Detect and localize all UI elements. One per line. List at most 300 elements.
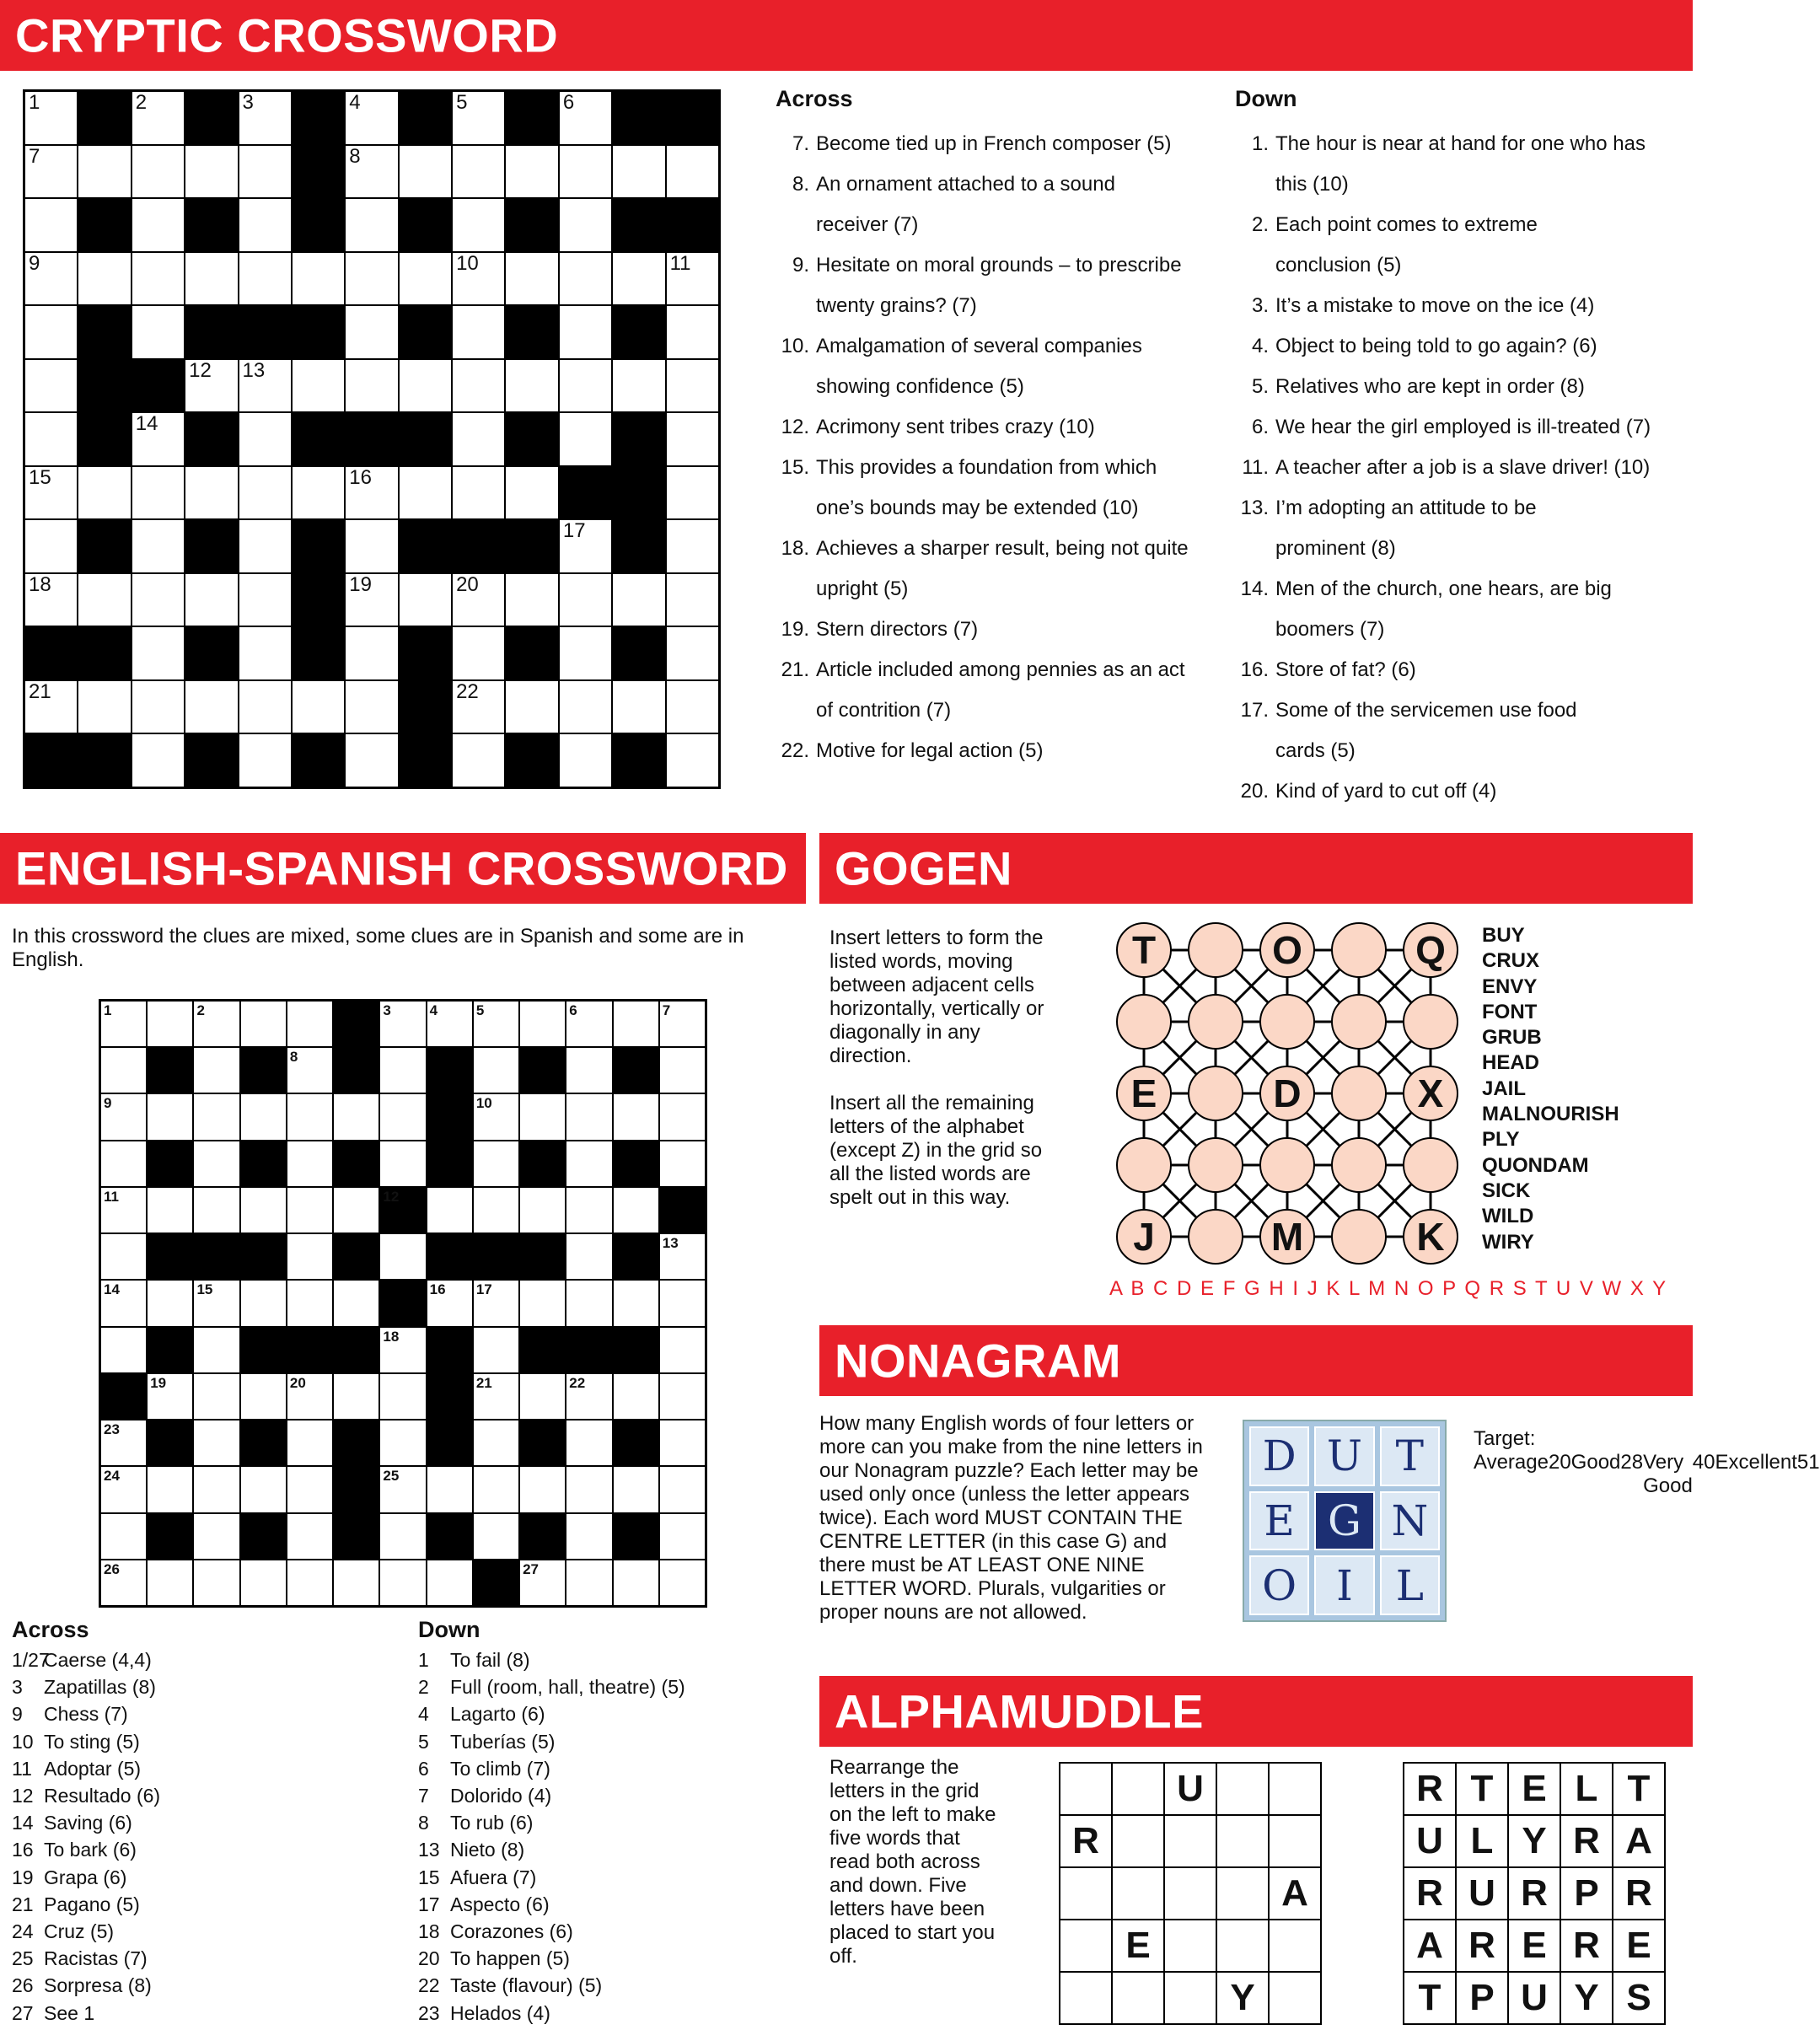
es-white-cell[interactable] — [147, 1280, 193, 1326]
gogen-empty-cell[interactable] — [1331, 994, 1387, 1050]
es-white-cell[interactable] — [473, 1093, 519, 1140]
cryptic-black-cell — [292, 733, 345, 787]
alphamuddle-answer-cell[interactable] — [1270, 1973, 1320, 2023]
cryptic-white-cell[interactable] — [452, 359, 505, 413]
cryptic-white-cell[interactable] — [505, 573, 558, 627]
es-white-cell[interactable] — [659, 1233, 706, 1280]
es-white-cell[interactable] — [193, 1513, 239, 1560]
gogen-empty-cell[interactable] — [1331, 922, 1387, 978]
clue-text: Pagano (5) — [44, 1893, 140, 1915]
es-white-cell[interactable] — [287, 1141, 333, 1187]
cryptic-white-cell[interactable] — [666, 733, 719, 787]
es-white-cell[interactable] — [519, 1560, 566, 1606]
gogen-letter-cell[interactable]: T — [1116, 922, 1172, 978]
es-white-cell[interactable] — [473, 1373, 519, 1420]
cryptic-white-cell[interactable] — [666, 466, 719, 520]
es-white-cell[interactable] — [659, 1093, 706, 1140]
clue-row — [1235, 124, 1690, 164]
es-white-cell[interactable] — [147, 1466, 193, 1512]
cryptic-white-cell[interactable] — [559, 733, 612, 787]
cryptic-white-cell[interactable] — [239, 680, 292, 734]
cryptic-black-cell — [399, 91, 452, 145]
cryptic-white-cell[interactable] — [239, 519, 292, 573]
es-white-cell[interactable] — [659, 1560, 706, 1606]
clue-row — [418, 1646, 806, 1673]
es-white-cell[interactable] — [100, 1327, 147, 1373]
es-white-cell[interactable] — [333, 1187, 379, 1233]
cryptic-white-cell[interactable] — [132, 733, 185, 787]
alphamuddle-answer-cell[interactable] — [1217, 1816, 1268, 1866]
cryptic-white-cell[interactable] — [612, 252, 665, 306]
gogen-empty-cell[interactable] — [1188, 994, 1243, 1050]
es-white-cell[interactable] — [147, 1001, 193, 1047]
es-white-cell[interactable] — [193, 1141, 239, 1187]
cryptic-white-cell[interactable] — [399, 252, 452, 306]
es-white-cell[interactable] — [566, 1141, 612, 1187]
es-white-cell[interactable] — [379, 1513, 426, 1560]
cryptic-white-cell[interactable] — [559, 359, 612, 413]
cryptic-black-cell — [185, 198, 238, 252]
es-white-cell[interactable] — [566, 1093, 612, 1140]
cryptic-white-cell[interactable] — [239, 466, 292, 520]
es-white-cell[interactable] — [473, 1141, 519, 1187]
es-white-cell[interactable] — [473, 1001, 519, 1047]
cryptic-white-cell[interactable] — [559, 252, 612, 306]
cryptic-white-cell[interactable] — [292, 680, 345, 734]
cryptic-white-cell[interactable] — [292, 359, 345, 413]
es-white-cell[interactable] — [240, 1001, 287, 1047]
cryptic-white-cell[interactable] — [505, 466, 558, 520]
es-white-cell[interactable] — [659, 1466, 706, 1512]
es-white-cell[interactable] — [427, 1560, 473, 1606]
cryptic-white-cell[interactable] — [78, 145, 131, 199]
es-white-cell[interactable] — [100, 1047, 147, 1093]
es-white-cell[interactable] — [193, 1093, 239, 1140]
alphamuddle-answer-cell[interactable] — [1270, 1764, 1320, 1814]
es-white-cell[interactable] — [333, 1560, 379, 1606]
es-white-cell[interactable] — [427, 1187, 473, 1233]
es-white-cell[interactable] — [519, 1373, 566, 1420]
gogen-empty-cell[interactable] — [1188, 1137, 1243, 1193]
cryptic-white-cell[interactable] — [452, 466, 505, 520]
es-white-cell[interactable] — [193, 1327, 239, 1373]
cryptic-white-cell[interactable] — [399, 359, 452, 413]
alphamuddle-answer-cell[interactable] — [1217, 1868, 1268, 1919]
cryptic-white-cell[interactable] — [24, 198, 78, 252]
es-white-cell[interactable] — [240, 1093, 287, 1140]
es-white-cell[interactable] — [566, 1001, 612, 1047]
alphamuddle-answer-cell[interactable]: R — [1060, 1816, 1111, 1866]
clue-number: 11 — [12, 1757, 32, 1780]
es-white-cell[interactable] — [100, 1233, 147, 1280]
cryptic-white-cell[interactable] — [345, 305, 398, 359]
es-white-cell[interactable] — [659, 1141, 706, 1187]
es-white-cell[interactable] — [147, 1560, 193, 1606]
es-white-cell[interactable] — [287, 1001, 333, 1047]
es-clue-number: 17 — [475, 1281, 492, 1298]
alphamuddle-answer-cell[interactable] — [1165, 1816, 1216, 1866]
cryptic-white-cell[interactable] — [612, 573, 665, 627]
es-white-cell[interactable] — [287, 1187, 333, 1233]
es-white-cell[interactable] — [240, 1280, 287, 1326]
cryptic-white-cell[interactable] — [559, 519, 612, 573]
alphamuddle-answer-cell[interactable] — [1060, 1920, 1111, 1971]
gogen-empty-cell[interactable] — [1188, 922, 1243, 978]
gogen-empty-cell[interactable] — [1116, 1137, 1172, 1193]
es-white-cell[interactable] — [659, 1327, 706, 1373]
gogen-letter-cell[interactable]: D — [1259, 1066, 1315, 1121]
cryptic-white-cell[interactable] — [452, 626, 505, 680]
cryptic-white-cell[interactable] — [78, 573, 131, 627]
cryptic-white-cell[interactable] — [666, 626, 719, 680]
cryptic-white-cell[interactable] — [24, 466, 78, 520]
es-white-cell[interactable] — [473, 1280, 519, 1326]
es-white-cell[interactable] — [193, 1466, 239, 1512]
cryptic-white-cell[interactable] — [185, 359, 238, 413]
alphamuddle-answer-cell[interactable]: E — [1113, 1920, 1163, 1971]
cryptic-white-cell[interactable] — [345, 466, 398, 520]
cryptic-white-cell[interactable] — [185, 680, 238, 734]
gogen-letter-cell[interactable]: X — [1403, 1066, 1458, 1121]
es-white-cell[interactable] — [287, 1280, 333, 1326]
cryptic-white-cell[interactable] — [559, 91, 612, 145]
es-white-cell[interactable] — [379, 1420, 426, 1466]
cryptic-white-cell[interactable] — [345, 573, 398, 627]
gogen-empty-cell[interactable] — [1116, 994, 1172, 1050]
cryptic-white-cell[interactable] — [399, 466, 452, 520]
es-white-cell[interactable] — [427, 1466, 473, 1512]
cryptic-white-cell[interactable] — [132, 519, 185, 573]
es-white-cell[interactable] — [427, 1001, 473, 1047]
es-clue-number: 10 — [475, 1095, 492, 1112]
cryptic-white-cell[interactable] — [132, 252, 185, 306]
es-white-cell[interactable] — [240, 1373, 287, 1420]
es-white-cell[interactable] — [659, 1420, 706, 1466]
cryptic-white-cell[interactable] — [24, 252, 78, 306]
es-white-cell[interactable] — [379, 1373, 426, 1420]
gogen-letter-cell[interactable]: Q — [1403, 922, 1458, 978]
es-white-cell[interactable] — [100, 1141, 147, 1187]
alphamuddle-answer-cell[interactable]: U — [1165, 1764, 1216, 1814]
alphamuddle-answer-cell[interactable] — [1270, 1920, 1320, 1971]
es-white-cell[interactable] — [379, 1466, 426, 1512]
cryptic-white-cell[interactable] — [452, 198, 505, 252]
cryptic-white-cell[interactable] — [24, 573, 78, 627]
es-white-cell[interactable] — [379, 1560, 426, 1606]
clue-number: 17 — [418, 1893, 440, 1915]
cryptic-white-cell[interactable] — [78, 680, 131, 734]
cryptic-white-cell[interactable] — [78, 252, 131, 306]
alphamuddle-answer-cell[interactable] — [1217, 1920, 1268, 1971]
cryptic-white-cell[interactable] — [132, 305, 185, 359]
alphamuddle-answer-cell[interactable] — [1165, 1920, 1216, 1971]
cryptic-white-cell[interactable] — [452, 145, 505, 199]
es-white-cell[interactable] — [613, 1187, 659, 1233]
es-white-cell[interactable] — [659, 1513, 706, 1560]
es-white-cell[interactable] — [333, 1093, 379, 1140]
es-white-cell[interactable] — [473, 1420, 519, 1466]
es-white-cell[interactable] — [566, 1047, 612, 1093]
es-white-cell[interactable] — [193, 1047, 239, 1093]
cryptic-white-cell[interactable] — [24, 680, 78, 734]
cryptic-white-cell[interactable] — [185, 145, 238, 199]
cryptic-white-cell[interactable] — [239, 626, 292, 680]
cryptic-white-cell[interactable] — [559, 198, 612, 252]
es-white-cell[interactable] — [287, 1093, 333, 1140]
gogen-letter-cell[interactable]: K — [1403, 1209, 1458, 1265]
es-white-cell[interactable] — [287, 1420, 333, 1466]
es-white-cell[interactable] — [613, 1093, 659, 1140]
es-white-cell[interactable] — [519, 1466, 566, 1512]
es-white-cell[interactable] — [613, 1373, 659, 1420]
es-white-cell[interactable] — [287, 1513, 333, 1560]
es-white-cell[interactable] — [287, 1373, 333, 1420]
gogen-empty-cell[interactable] — [1331, 1066, 1387, 1121]
cryptic-white-cell[interactable] — [666, 573, 719, 627]
es-white-cell[interactable] — [240, 1187, 287, 1233]
cryptic-white-cell[interactable] — [24, 305, 78, 359]
gogen-word: WILD — [1482, 1205, 1534, 1228]
cryptic-white-cell[interactable] — [505, 252, 558, 306]
es-white-cell[interactable] — [473, 1466, 519, 1512]
clue-number — [776, 690, 809, 731]
gogen-empty-cell[interactable] — [1259, 1137, 1315, 1193]
gogen-empty-cell[interactable] — [1403, 1137, 1458, 1193]
cryptic-white-cell[interactable] — [132, 626, 185, 680]
es-white-cell[interactable] — [519, 1187, 566, 1233]
es-white-cell[interactable] — [427, 1280, 473, 1326]
cryptic-white-cell[interactable] — [399, 573, 452, 627]
cryptic-white-cell[interactable] — [239, 359, 292, 413]
es-white-cell[interactable] — [147, 1373, 193, 1420]
cryptic-white-cell[interactable] — [345, 519, 398, 573]
es-white-cell[interactable] — [287, 1233, 333, 1280]
clue-row — [1235, 650, 1690, 690]
cryptic-white-cell[interactable] — [239, 145, 292, 199]
es-white-cell[interactable] — [566, 1513, 612, 1560]
es-white-cell[interactable] — [659, 1373, 706, 1420]
es-white-cell[interactable] — [193, 1280, 239, 1326]
cryptic-white-cell[interactable] — [78, 466, 131, 520]
cryptic-white-cell[interactable] — [345, 198, 398, 252]
cryptic-white-cell[interactable] — [24, 91, 78, 145]
es-white-cell[interactable] — [100, 1280, 147, 1326]
gogen-letter-cell[interactable]: M — [1259, 1209, 1315, 1265]
cryptic-white-cell[interactable] — [185, 252, 238, 306]
gogen-empty-cell[interactable] — [1188, 1066, 1243, 1121]
es-white-cell[interactable] — [566, 1233, 612, 1280]
gogen-letter-cell[interactable]: O — [1259, 922, 1315, 978]
cryptic-white-cell[interactable] — [24, 359, 78, 413]
cryptic-white-cell[interactable] — [612, 145, 665, 199]
cryptic-white-cell[interactable] — [24, 145, 78, 199]
cryptic-white-cell[interactable] — [452, 412, 505, 466]
cryptic-white-cell[interactable] — [559, 305, 612, 359]
alphamuddle-answer-cell[interactable]: A — [1270, 1868, 1320, 1919]
cryptic-white-cell[interactable] — [559, 680, 612, 734]
es-white-cell[interactable] — [519, 1001, 566, 1047]
es-white-cell[interactable] — [519, 1280, 566, 1326]
es-white-cell[interactable] — [613, 1001, 659, 1047]
cryptic-white-cell[interactable] — [132, 145, 185, 199]
alphamuddle-answer-cell[interactable] — [1113, 1764, 1163, 1814]
es-white-cell[interactable] — [333, 1280, 379, 1326]
es-white-cell[interactable] — [659, 1280, 706, 1326]
es-white-cell[interactable] — [566, 1373, 612, 1420]
cryptic-white-cell[interactable] — [505, 145, 558, 199]
cryptic-white-cell[interactable] — [452, 305, 505, 359]
gogen-empty-cell[interactable] — [1331, 1137, 1387, 1193]
cryptic-white-cell[interactable] — [24, 412, 78, 466]
es-white-cell[interactable] — [613, 1466, 659, 1512]
es-white-cell[interactable] — [287, 1560, 333, 1606]
es-white-cell[interactable] — [379, 1233, 426, 1280]
es-white-cell[interactable] — [566, 1280, 612, 1326]
es-white-cell[interactable] — [240, 1560, 287, 1606]
gogen-letter-cell[interactable]: E — [1116, 1066, 1172, 1121]
cryptic-white-cell[interactable] — [239, 252, 292, 306]
cryptic-white-cell[interactable] — [505, 680, 558, 734]
es-white-cell[interactable] — [473, 1047, 519, 1093]
alphamuddle-answer-cell[interactable] — [1217, 1764, 1268, 1814]
es-white-cell[interactable] — [566, 1187, 612, 1233]
cryptic-white-cell[interactable] — [239, 733, 292, 787]
cryptic-white-cell[interactable] — [452, 680, 505, 734]
alphamuddle-answer-cell[interactable] — [1113, 1973, 1163, 2023]
es-white-cell[interactable] — [613, 1280, 659, 1326]
cryptic-white-cell[interactable] — [345, 145, 398, 199]
cryptic-white-cell[interactable] — [666, 359, 719, 413]
es-white-cell[interactable] — [519, 1093, 566, 1140]
cryptic-white-cell[interactable] — [132, 466, 185, 520]
cryptic-white-cell[interactable] — [239, 573, 292, 627]
cryptic-white-cell[interactable] — [345, 252, 398, 306]
es-white-cell[interactable] — [100, 1513, 147, 1560]
cryptic-white-cell[interactable] — [345, 626, 398, 680]
cryptic-white-cell[interactable] — [292, 252, 345, 306]
cryptic-white-cell[interactable] — [452, 252, 505, 306]
cryptic-white-cell[interactable] — [559, 626, 612, 680]
es-white-cell[interactable] — [100, 1093, 147, 1140]
cryptic-white-cell[interactable] — [559, 412, 612, 466]
cryptic-white-cell[interactable] — [666, 305, 719, 359]
cryptic-white-cell[interactable] — [612, 680, 665, 734]
cryptic-white-cell[interactable] — [239, 198, 292, 252]
cryptic-black-cell — [612, 466, 665, 520]
es-white-cell[interactable] — [613, 1560, 659, 1606]
es-white-cell[interactable] — [147, 1187, 193, 1233]
cryptic-black-cell — [399, 519, 452, 573]
cryptic-white-cell[interactable] — [345, 733, 398, 787]
cryptic-white-cell[interactable] — [132, 91, 185, 145]
es-white-cell[interactable] — [379, 1327, 426, 1373]
alphamuddle-answer-cell[interactable] — [1060, 1868, 1111, 1919]
cryptic-white-cell[interactable] — [666, 680, 719, 734]
clue-number: 4. — [1251, 335, 1269, 357]
es-white-cell[interactable] — [473, 1327, 519, 1373]
gogen-empty-cell[interactable] — [1259, 994, 1315, 1050]
es-white-cell[interactable] — [240, 1466, 287, 1512]
gogen-letter-cell[interactable]: J — [1116, 1209, 1172, 1265]
es-white-cell[interactable] — [566, 1560, 612, 1606]
alphamuddle-answer-cell[interactable]: Y — [1217, 1973, 1268, 2023]
es-white-cell[interactable] — [287, 1466, 333, 1512]
es-white-cell[interactable] — [379, 1141, 426, 1187]
es-white-cell[interactable] — [566, 1420, 612, 1466]
cryptic-white-cell[interactable] — [132, 198, 185, 252]
cryptic-white-cell[interactable] — [292, 466, 345, 520]
alphamuddle-answer-cell[interactable] — [1060, 1764, 1111, 1814]
cryptic-white-cell[interactable] — [185, 466, 238, 520]
alphamuddle-answer-cell[interactable] — [1113, 1816, 1163, 1866]
cryptic-white-cell[interactable] — [132, 412, 185, 466]
alphamuddle-answer-cell[interactable] — [1165, 1868, 1216, 1919]
es-white-cell[interactable] — [287, 1047, 333, 1093]
cryptic-white-cell[interactable] — [666, 145, 719, 199]
cryptic-white-cell[interactable] — [185, 573, 238, 627]
cryptic-white-cell[interactable] — [345, 359, 398, 413]
es-white-cell[interactable] — [193, 1560, 239, 1606]
gogen-empty-cell[interactable] — [1403, 994, 1458, 1050]
es-white-cell[interactable] — [100, 1187, 147, 1233]
es-white-cell[interactable] — [473, 1513, 519, 1560]
es-white-cell[interactable] — [473, 1187, 519, 1233]
cryptic-white-cell[interactable] — [132, 680, 185, 734]
cryptic-white-cell[interactable] — [239, 412, 292, 466]
gogen-empty-cell[interactable] — [1331, 1209, 1387, 1265]
alphamuddle-answer-cell[interactable] — [1113, 1868, 1163, 1919]
cryptic-white-cell[interactable] — [612, 359, 665, 413]
cryptic-black-cell — [185, 519, 238, 573]
es-white-cell[interactable] — [193, 1001, 239, 1047]
es-white-cell[interactable] — [100, 1001, 147, 1047]
es-white-cell[interactable] — [566, 1466, 612, 1512]
es-white-cell[interactable] — [100, 1560, 147, 1606]
cryptic-white-cell[interactable] — [666, 252, 719, 306]
cryptic-white-cell[interactable] — [239, 91, 292, 145]
cryptic-white-cell[interactable] — [24, 519, 78, 573]
gogen-empty-cell[interactable] — [1188, 1209, 1243, 1265]
cryptic-white-cell[interactable] — [666, 412, 719, 466]
es-white-cell[interactable] — [333, 1373, 379, 1420]
cryptic-white-cell[interactable] — [399, 145, 452, 199]
es-white-cell[interactable] — [100, 1420, 147, 1466]
es-white-cell[interactable] — [379, 1001, 426, 1047]
cryptic-white-cell[interactable] — [345, 680, 398, 734]
es-white-cell[interactable] — [659, 1047, 706, 1093]
cryptic-white-cell[interactable] — [559, 573, 612, 627]
es-white-cell[interactable] — [193, 1373, 239, 1420]
cryptic-white-cell[interactable] — [452, 573, 505, 627]
cryptic-white-cell[interactable] — [345, 91, 398, 145]
alphamuddle-answer-cell[interactable] — [1270, 1816, 1320, 1866]
es-white-cell[interactable] — [379, 1093, 426, 1140]
alphamuddle-answer-cell[interactable] — [1060, 1973, 1111, 2023]
cryptic-white-cell[interactable] — [452, 91, 505, 145]
cryptic-white-cell[interactable] — [452, 733, 505, 787]
es-white-cell[interactable] — [379, 1047, 426, 1093]
es-white-cell[interactable] — [147, 1093, 193, 1140]
cryptic-white-cell[interactable] — [666, 519, 719, 573]
es-white-cell[interactable] — [100, 1466, 147, 1512]
cryptic-white-cell[interactable] — [559, 145, 612, 199]
es-white-cell[interactable] — [193, 1187, 239, 1233]
cryptic-white-cell[interactable] — [132, 573, 185, 627]
alphamuddle-answer-cell[interactable] — [1165, 1973, 1216, 2023]
es-white-cell[interactable] — [193, 1420, 239, 1466]
es-white-cell[interactable] — [659, 1001, 706, 1047]
cryptic-white-cell[interactable] — [505, 359, 558, 413]
